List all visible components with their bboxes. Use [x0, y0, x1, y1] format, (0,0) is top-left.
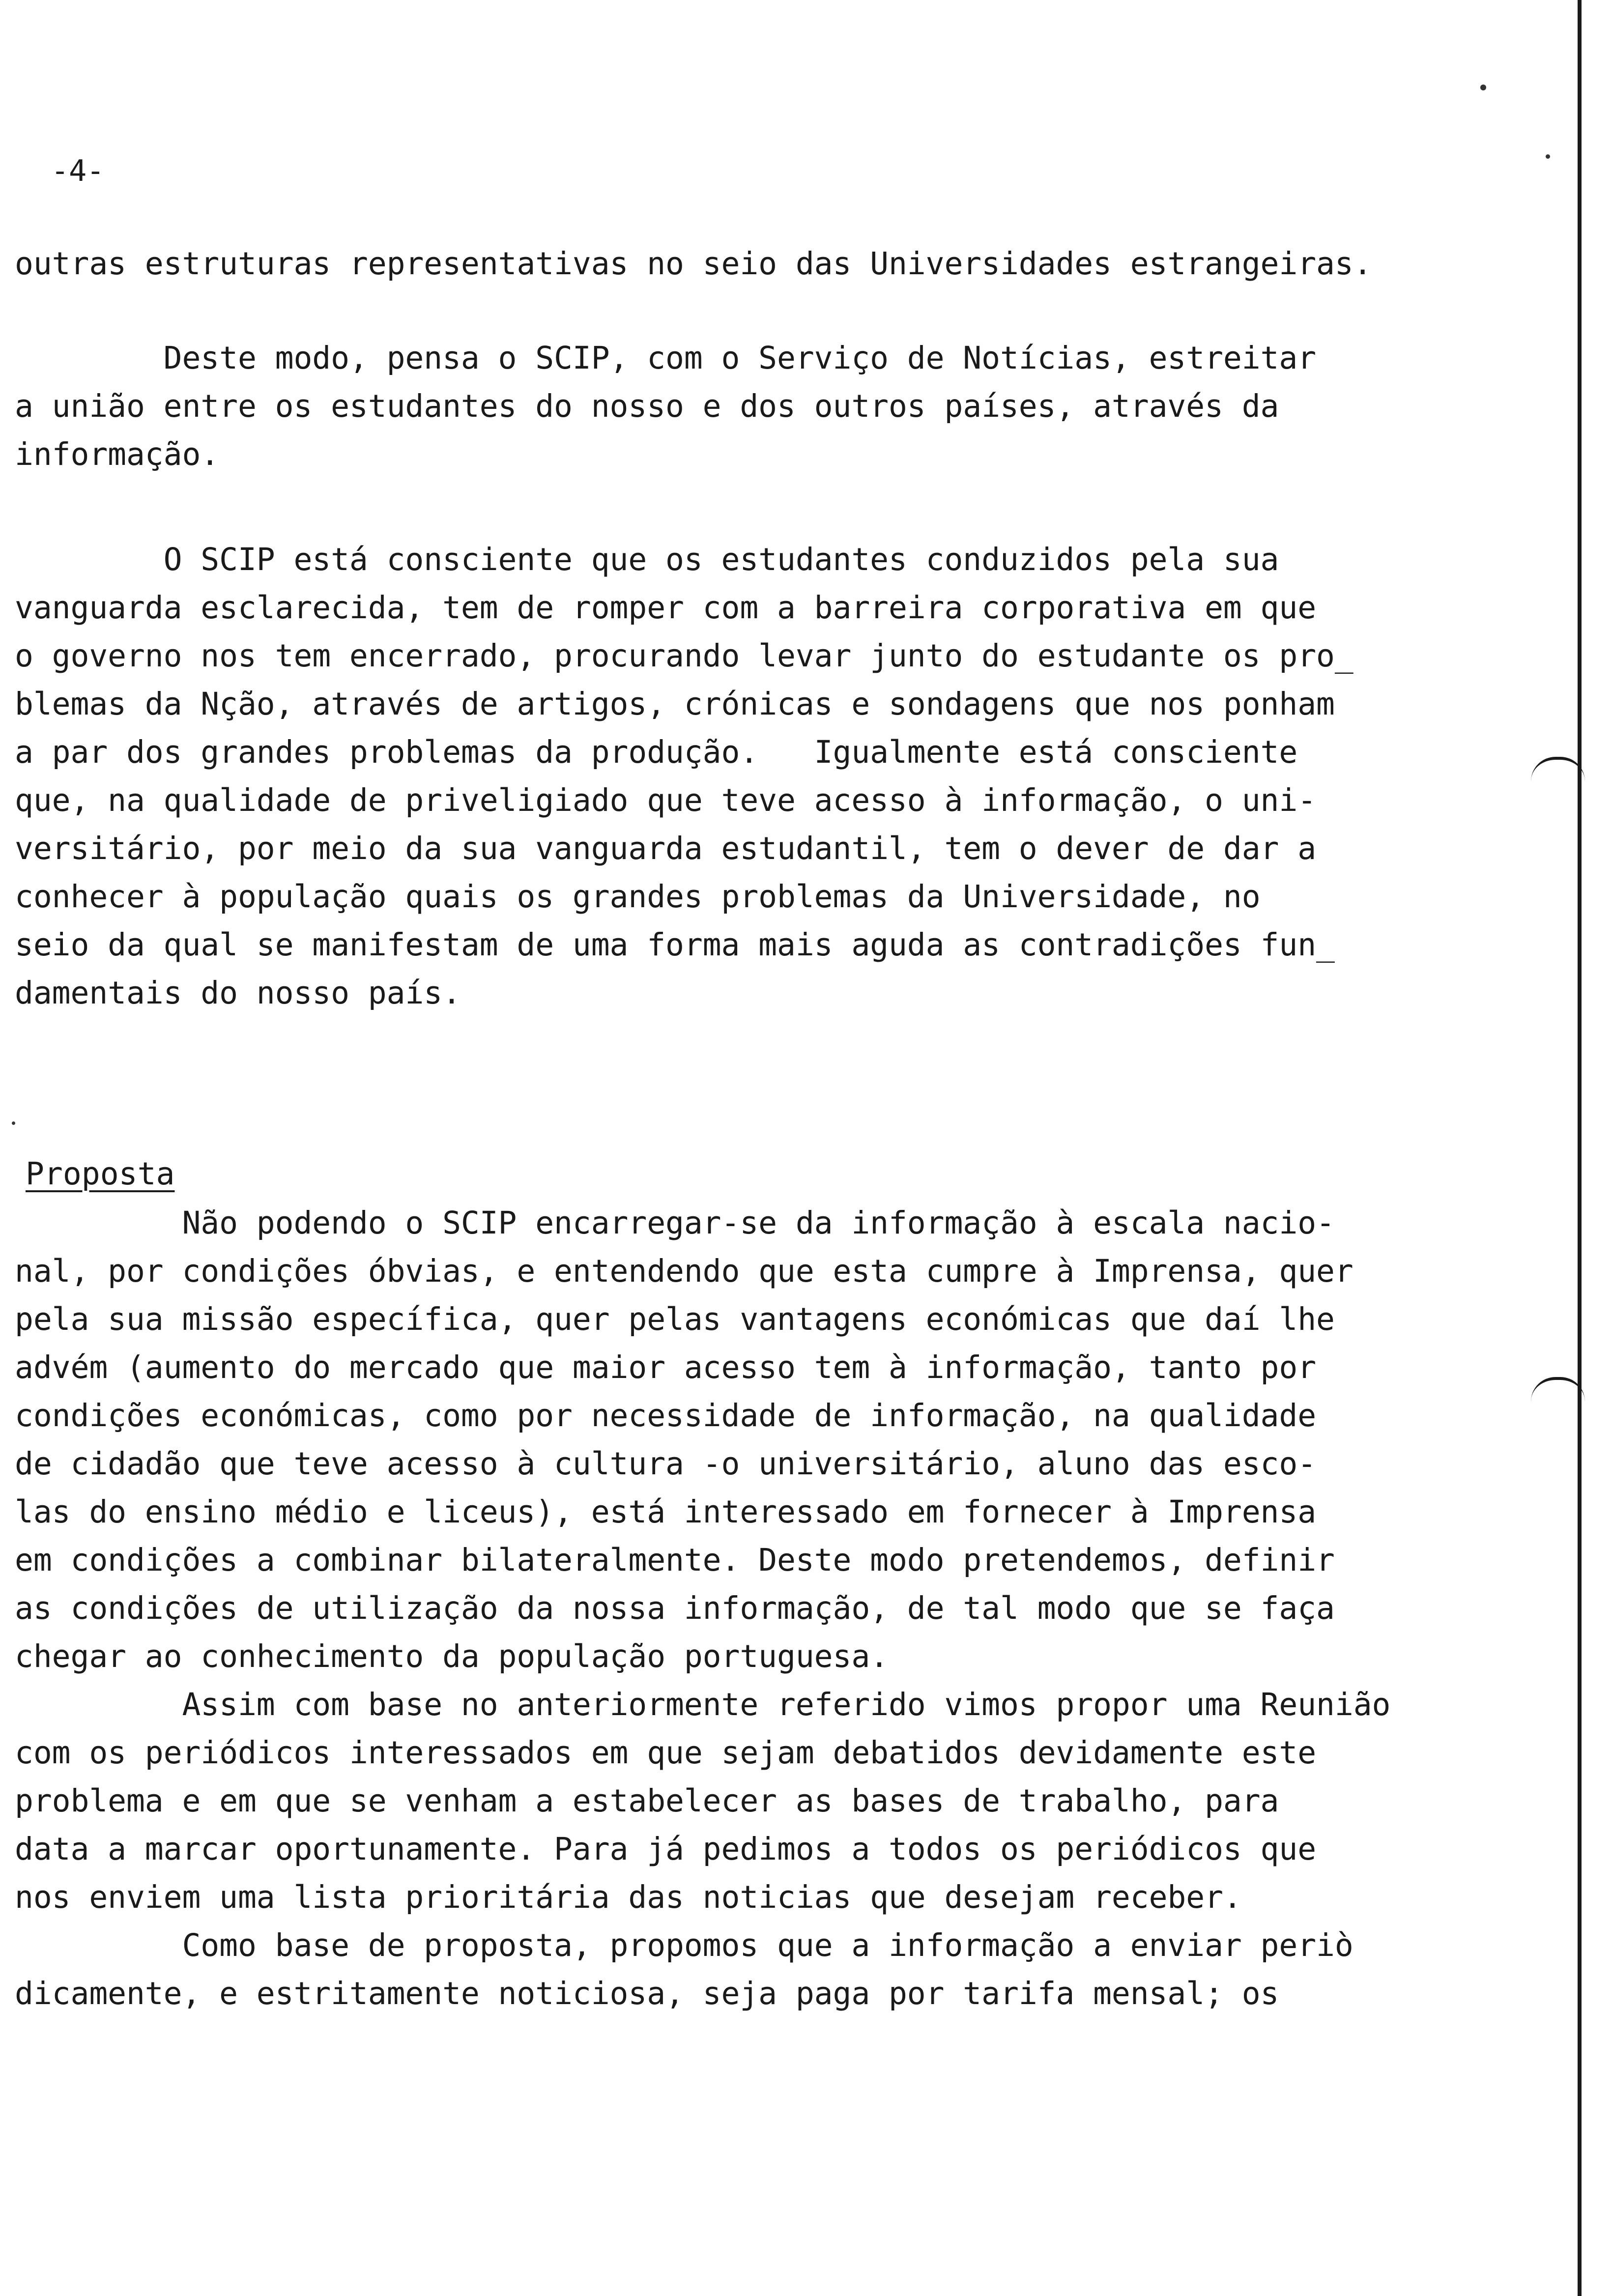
text-line: informação. [15, 436, 220, 472]
text-line: vanguarda esclarecida, tem de romper com a barreira corporativa em que [15, 590, 1317, 626]
text-line: a par dos grandes problemas da produção. Igualmente está consciente [15, 734, 1298, 770]
text-line: as condições de utilização da nossa informação, de tal modo que se faça [15, 1590, 1335, 1626]
text-line: pela sua missão específica, quer pelas vantagens económicas que daí lhe [15, 1301, 1335, 1337]
text-line: chegar ao conhecimento da população portuguesa. [15, 1638, 889, 1674]
text-line: las do ensino médio e liceus), está interessado em fornecer à Imprensa [15, 1494, 1317, 1530]
binding-mark-lower [1531, 1377, 1585, 1402]
text-line: a união entre os estudantes do nosso e dos outros países, através da [15, 388, 1279, 424]
intro-paragraph [15, 240, 1469, 288]
text-line: damentais do nosso país. [15, 975, 461, 1011]
ink-speck [12, 1121, 15, 1125]
page-number: -4- [51, 154, 105, 188]
text-line: versitário, por meio da sua vanguarda estudantil, tem o dever de dar a [15, 831, 1317, 866]
proposta-heading: Proposta [26, 1156, 175, 1192]
text-line: com os periódicos interessados em que sejam debatidos devidamente este [15, 1735, 1317, 1771]
text-line: Como base de proposta, propomos que a informação a enviar periò [15, 1927, 1353, 1963]
text-line: conhecer à população quais os grandes problemas da Universidade, no [15, 879, 1261, 915]
text-line: outras estruturas representativas no seio das Universidades estrangeiras. [15, 246, 1372, 282]
paragraph-servico-noticias [15, 334, 1469, 479]
text-line: dicamente, e estritamente noticiosa, seja paga por tarifa mensal; os [15, 1976, 1279, 2011]
text-line: em condições a combinar bilateralmente. Deste modo pretendemos, definir [15, 1542, 1335, 1578]
paragraph-scip-consciente [15, 536, 1469, 1017]
ink-speck [1480, 85, 1486, 90]
text-line: que, na qualidade de priveligiado que teve acesso à informação, o uni- [15, 782, 1317, 818]
text-line: nal, por condições óbvias, e entendendo que esta cumpre à Imprensa, quer [15, 1253, 1353, 1289]
text-line: data a marcar oportunamente. Para já pedimos a todos os periódicos que [15, 1831, 1317, 1867]
text-line: Assim com base no anteriormente referido vimos propor uma Reunião [15, 1687, 1391, 1722]
text-line: condições económicas, como por necessidade de informação, na qualidade [15, 1398, 1317, 1434]
ink-speck [1546, 154, 1550, 159]
text-line: o governo nos tem encerrado, procurando levar junto do estudante os pro_ [15, 638, 1353, 674]
text-line: O SCIP está consciente que os estudantes conduzidos pela sua [15, 542, 1279, 577]
proposta-body [15, 1199, 1469, 2018]
text-line: de cidadão que teve acesso à cultura -o universitário, aluno das esco- [15, 1446, 1317, 1482]
text-line: Deste modo, pensa o SCIP, com o Serviço de Notícias, estreitar [15, 340, 1317, 376]
page-edge-line [1578, 0, 1582, 2296]
text-line: nos enviem uma lista prioritária das noticias que desejam receber. [15, 1879, 1242, 1915]
text-line: advém (aumento do mercado que maior acesso tem à informação, tanto por [15, 1349, 1317, 1385]
text-line: blemas da Nção, através de artigos, crónicas e sondagens que nos ponham [15, 686, 1335, 722]
text-line: problema e em que se venham a estabelecer as bases de trabalho, para [15, 1783, 1279, 1819]
binding-mark-upper [1531, 757, 1585, 781]
text-line: Não podendo o SCIP encarregar-se da informação à escala nacio- [15, 1205, 1335, 1241]
text-line: seio da qual se manifestam de uma forma mais aguda as contradições fun_ [15, 927, 1335, 963]
